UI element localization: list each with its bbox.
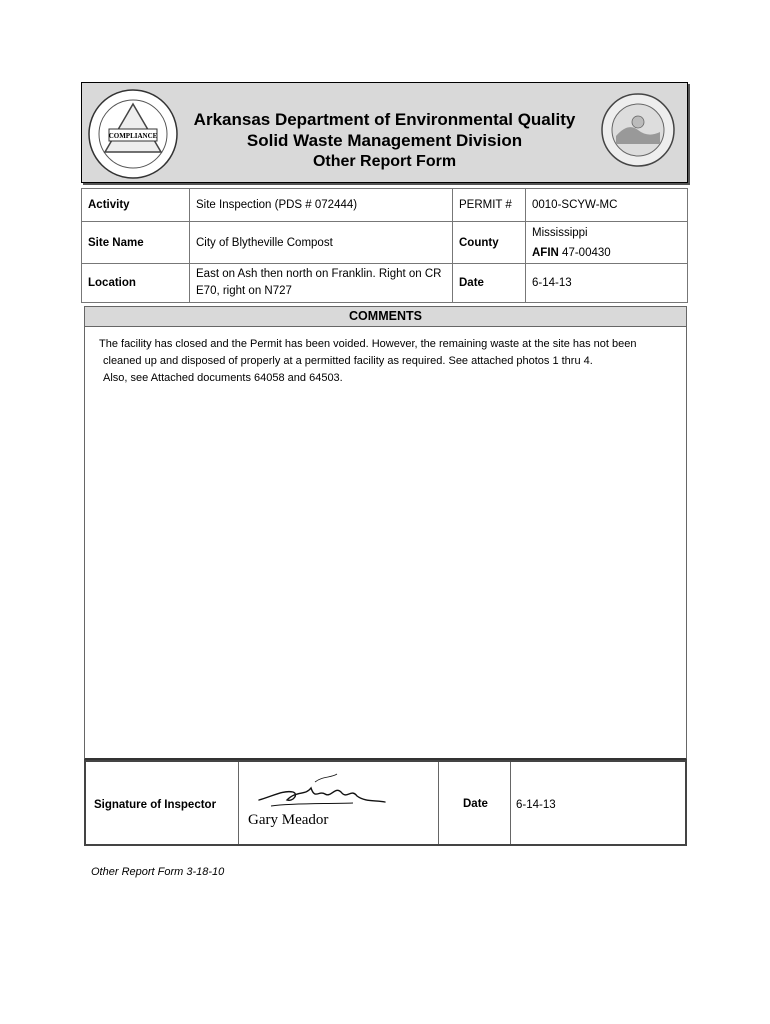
form-title	[82, 109, 687, 172]
date-label: Date	[453, 264, 526, 303]
table-row	[82, 264, 688, 303]
comment-line: cleaned up and disposed of properly at a permitted facility as required. See attached photos 1 thru 4.	[103, 355, 593, 367]
state-seal-logo	[600, 92, 676, 173]
county-cell	[526, 222, 688, 264]
comment-line: Also, see Attached documents 64058 and 64503.	[103, 372, 343, 384]
activity-value: Site Inspection (PDS # 072444)	[190, 189, 453, 222]
handwritten-signature	[253, 770, 388, 812]
department-title: Arkansas Department of Environmental Quality	[193, 110, 576, 129]
division-title: Solid Waste Management Division	[246, 131, 523, 150]
location-line2: E70, right on N727	[196, 285, 292, 297]
comments-section	[84, 306, 687, 760]
report-info-table	[81, 188, 688, 303]
permit-value: 0010-SCYW-MC	[526, 189, 688, 222]
signature-date-cell	[511, 762, 685, 844]
afin-line	[532, 247, 681, 259]
permit-label: PERMIT #	[453, 189, 526, 222]
comment-line: The facility has closed and the Permit has been voided. However, the remaining waste at the site has not been	[99, 338, 637, 350]
form-version-footer: Other Report Form 3-18-10	[91, 866, 225, 878]
county-value: Mississippi	[532, 226, 588, 239]
county-label: County	[453, 222, 526, 264]
table-row	[82, 189, 688, 222]
signature-date-value: 6-14-13	[516, 799, 556, 811]
table-row	[82, 222, 688, 264]
signature-cell	[239, 762, 439, 844]
signature-label-cell	[86, 762, 239, 844]
location-cell	[190, 264, 453, 303]
inspector-name: Gary Meador	[248, 812, 329, 828]
svg-text:COMPLIANCE: COMPLIANCE	[108, 132, 158, 140]
comments-heading: COMMENTS	[85, 307, 686, 327]
location-label: Location	[82, 264, 190, 303]
comments-body	[85, 327, 686, 387]
date-value: 6-14-13	[526, 264, 688, 303]
signature-date-label-cell	[439, 762, 511, 844]
signature-label: Signature of Inspector	[94, 799, 217, 811]
site-name-value: City of Blytheville Compost	[190, 222, 453, 264]
activity-label: Activity	[82, 189, 190, 222]
form-header	[81, 82, 688, 183]
signature-date-label: Date	[463, 798, 488, 810]
signature-section	[84, 760, 687, 846]
report-form-title: Other Report Form	[312, 153, 457, 170]
afin-label: AFIN	[532, 246, 559, 259]
afin-value: 47-00430	[562, 246, 611, 259]
site-name-label: Site Name	[82, 222, 190, 264]
location-line1: East on Ash then north on Franklin. Right on CR	[196, 268, 442, 280]
